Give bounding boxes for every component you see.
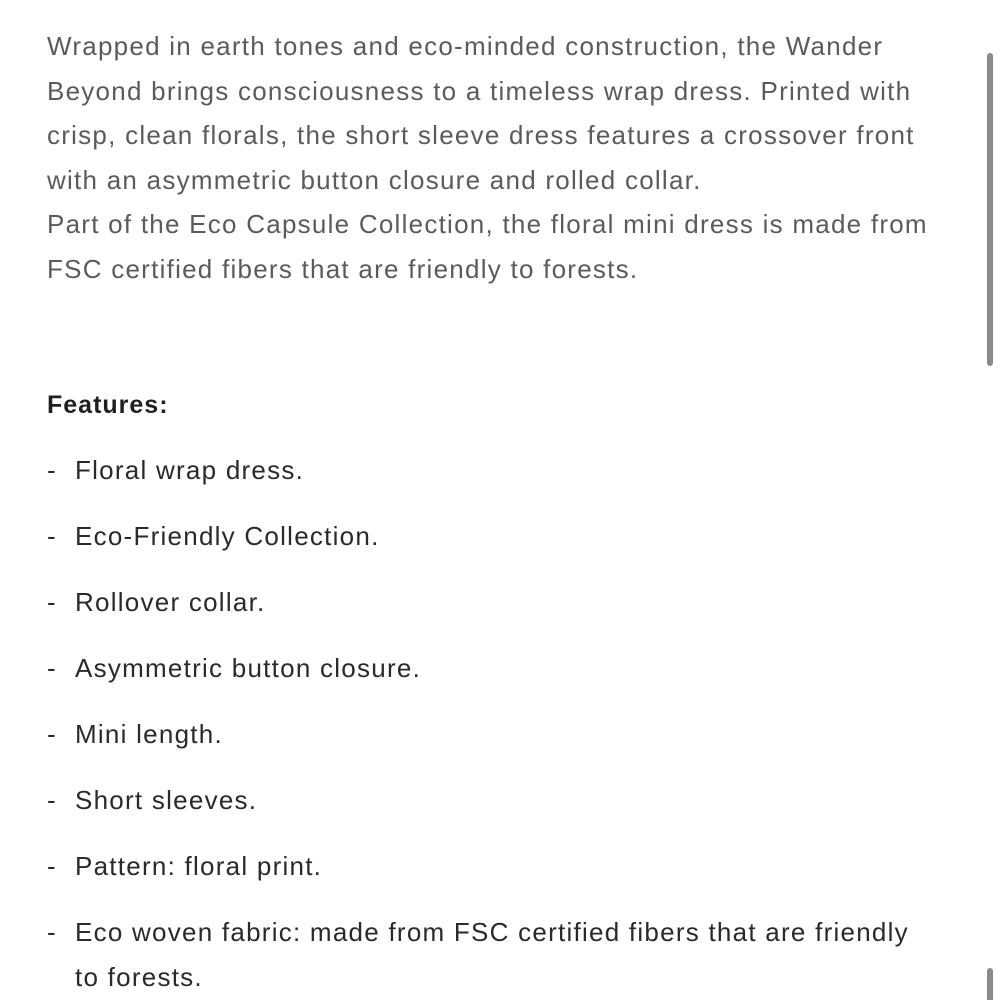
bullet-dash: - [47, 653, 57, 683]
feature-item [47, 910, 927, 999]
feature-item [47, 778, 927, 823]
feature-item [47, 514, 927, 559]
vertical-scrollbar[interactable] [980, 0, 1000, 1000]
feature-text: Asymmetric button closure. [75, 653, 422, 683]
features-list [47, 448, 927, 1000]
feature-text: Eco-Friendly Collection. [75, 521, 380, 551]
bullet-dash: - [47, 851, 57, 881]
features-heading: Features: [47, 391, 169, 419]
feature-item [47, 448, 927, 493]
product-description [47, 24, 947, 291]
bullet-dash: - [47, 719, 57, 749]
feature-item [47, 712, 927, 757]
feature-item [47, 646, 927, 691]
feature-item [47, 580, 927, 625]
bullet-dash: - [47, 587, 57, 617]
description-paragraph: Wrapped in earth tones and eco-minded construction, the Wander Beyond brings consciousness to a timeless wrap dress. Printed with crisp, clean florals, the short sleeve dress features a crossover front with an asymmetric button closure and rolled collar. [47, 31, 915, 195]
feature-text: Mini length. [75, 719, 223, 749]
bullet-dash: - [47, 521, 57, 551]
feature-text: Eco woven fabric: made from FSC certified fibers that are friendly to forests. [75, 917, 909, 992]
feature-text: Rollover collar. [75, 587, 266, 617]
feature-text: Floral wrap dress. [75, 455, 305, 485]
feature-item [47, 844, 927, 889]
description-paragraph: Part of the Eco Capsule Collection, the floral mini dress is made from FSC certified fibers that are friendly to forests. [47, 209, 928, 284]
scrollbar-thumb[interactable] [987, 53, 993, 366]
bullet-dash: - [47, 917, 57, 947]
bullet-dash: - [47, 455, 57, 485]
product-details-content [47, 24, 947, 992]
feature-text: Short sleeves. [75, 785, 258, 815]
scrollbar-thumb-secondary[interactable] [987, 968, 993, 1000]
feature-text: Pattern: floral print. [75, 851, 323, 881]
bullet-dash: - [47, 785, 57, 815]
